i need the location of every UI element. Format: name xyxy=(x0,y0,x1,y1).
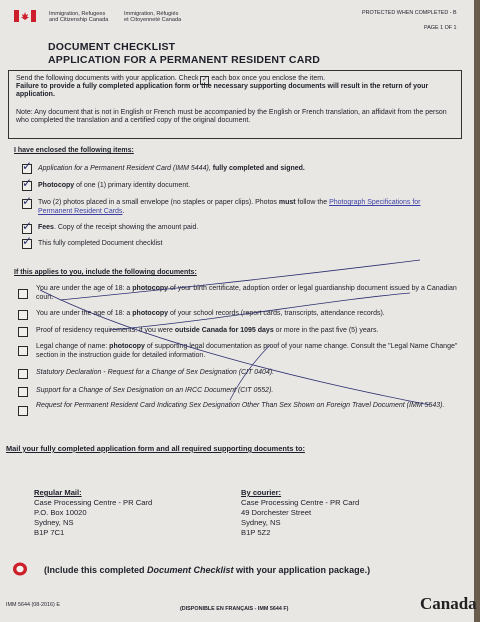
warning-stop-icon xyxy=(12,562,28,576)
form-id: IMM 5644 (08-2016) E xyxy=(6,602,60,608)
document-title: DOCUMENT CHECKLIST xyxy=(48,41,176,53)
french-version-note: (DISPONIBLE EN FRANÇAIS - IMM 5644 F) xyxy=(180,606,289,612)
department-name-en: Immigration, Refugees and Citizenship Canada xyxy=(49,11,109,24)
department-name-fr: Immigration, Réfugiés et Citoyenneté Canada xyxy=(124,11,182,24)
canada-wordmark: Canada xyxy=(420,594,477,613)
document-subtitle: APPLICATION FOR A PERMANENT RESIDENT CARD xyxy=(48,54,321,66)
page-number: PAGE 1 OF 1 xyxy=(424,25,457,31)
courier-address: By courier: Case Processing Centre - PR Card 49 Dorchester Street Sydney, NS B1P 5Z2 xyxy=(241,488,360,537)
checkmark-icon: ✓ xyxy=(22,219,33,233)
checkmark-icon: ✓ xyxy=(22,159,33,173)
checklist-page: Immigration, Refugees and Citizenship Canada Immigration, Réfugiés et Citoyenneté Canada PROTECTED WHEN COMPLETED - B PAGE 1 OF 1 DOCUMENT CHECKLIST APPLICATION FOR A PERMANENT RESIDENT CARD Send the following documents with your application. Check ✓ each box once you enclose the item. Failure to provide a fully completed application form or the necessary supporting documents will result in the return of your application. Note: Any document that is not in English or French must be accompanied by the English or French translation, an affidavit from the person who completed the translation and a certified copy of the original document. I have enclosed the following items: ✓ Application for a Permanent Resident Card (IMM 5444), fully completed and signed. ✓ Photocopy of one (1) primary identity document. ✓ Two (2) photos placed in a small envelope (no staples or paper clips). Photos must follow the Photograph Specifications for Permanent Resident Cards. ✓ Fees. Copy of the receipt showing the amount paid. ✓ This fully completed Document checklist If this applies to you, include the following documents: You are under the age of 18: a photocopy of your birth certificate, adoption order or legal guardianship document issued by a Canadian court. You are under the age of 18: a photocopy of your school records (report cards, transcripts, attendance records). Proof of residency requirements: if you were outside Canada for 1095 days or more in the past five (5) years. Legal change of name: photocopy of supporting legal documentation as proof of your name change. Consult the "Legal Name Change" section in the instruction guide for detailed information. Statutory Declaration - Request for a Change of Sex Designation (CIT 0404). Support for a Change of Sex Designation on an IRCC Document (CIT 0552). Request for Permanent Resident Card Indicating Sex Designation Other Than Sex Shown on Foreign Travel Document (IMM 5543). Mail your fully completed application form and all required supporting documents to: Regular Mail: Case Processing Centre - PR Card P.O. Box 10020 Sydney, NS B1P 7C1 By courier: Case Processing Centre - PR Card 49 Dorchester Street Sydney, NS B1P 5Z2 (Include this completed Document Checklist with your application package.) IMM 5644 (08-2016) E (DISPONIBLE EN FRANÇAIS - IMM 5644 F) Canada xyxy=(0,0,474,622)
instruction-line: Send the following documents with your application. Check ✓ each box once you enclose the item. xyxy=(16,75,326,83)
courier-title: By courier: xyxy=(241,488,282,497)
enclosed-heading: I have enclosed the following items: xyxy=(14,147,134,154)
photo-specifications-link[interactable]: Photograph Specifications for Permanent Resident Cards xyxy=(38,199,421,215)
regular-mail-address: Regular Mail: Case Processing Centre - PR Card P.O. Box 10020 Sydney, NS B1P 7C1 xyxy=(34,488,153,537)
translation-note: Note: Any document that is not in English or French must be accompanied by the English or French translation, an affidavit from the person who completed the translation and a certified copy of the original document. xyxy=(16,109,447,125)
mail-heading: Mail your fully completed application form and all required supporting documents to: xyxy=(6,444,305,453)
checkmark-icon: ✓ xyxy=(22,194,33,208)
checkmark-icon: ✓ xyxy=(22,176,33,190)
applies-heading: If this applies to you, include the following documents: xyxy=(14,269,197,276)
protected-label: PROTECTED WHEN COMPLETED - B xyxy=(362,10,457,16)
reminder-text: (Include this completed Document Checklist with your application package.) xyxy=(44,565,371,575)
failure-warning: Failure to provide a fully completed application form or the necessary supporting documents will result in the return of your application. xyxy=(16,83,429,99)
regular-mail-title: Regular Mail: xyxy=(34,488,82,497)
checkmark-icon: ✓ xyxy=(22,234,33,248)
inline-checkbox-icon: ✓ xyxy=(202,76,208,83)
